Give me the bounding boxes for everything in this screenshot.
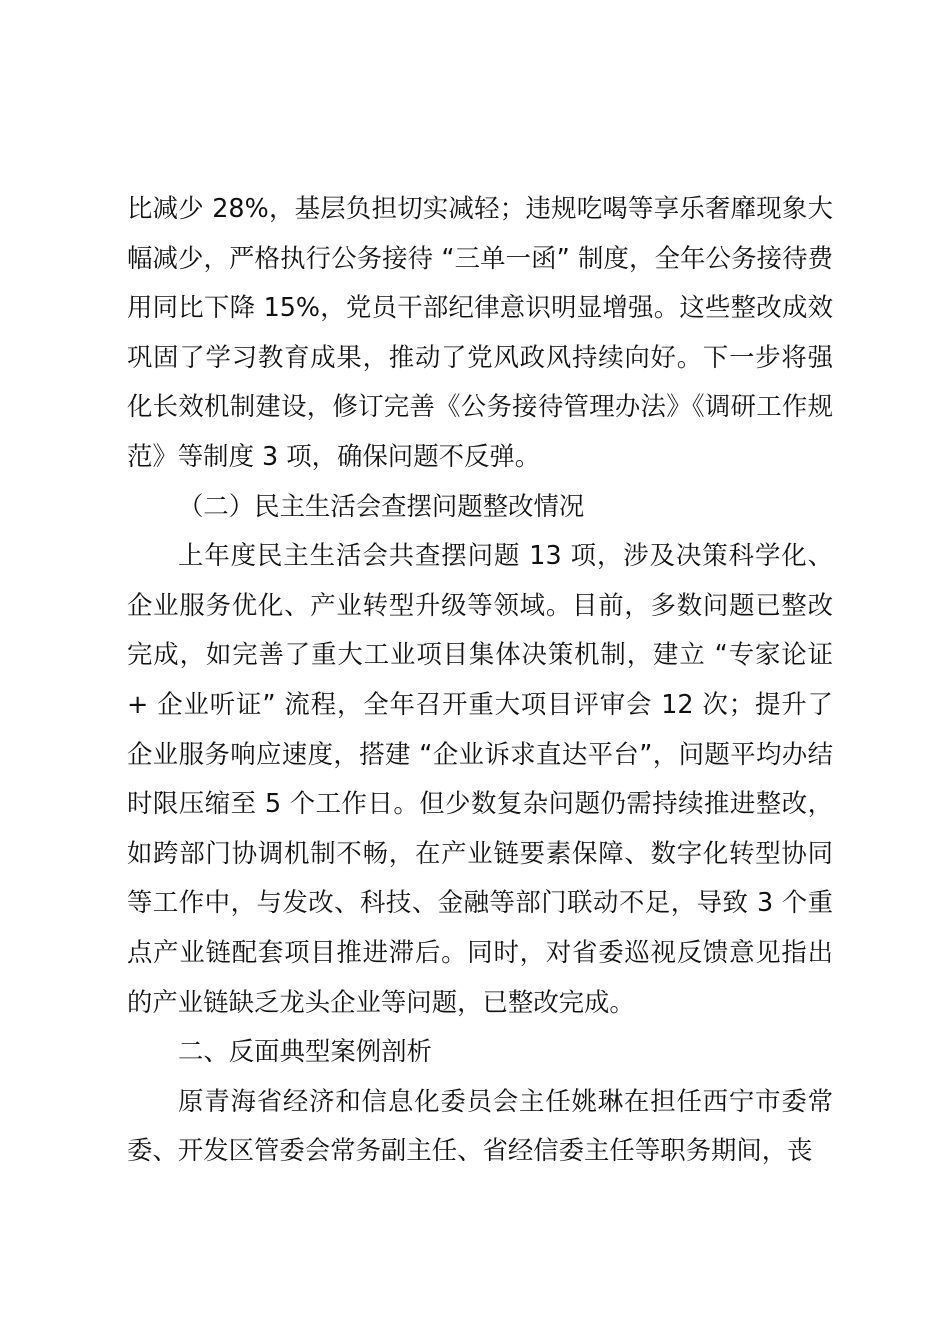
paragraph-rectification-results: 比减少 28%，基层负担切实减轻；违规吃喝等享乐奢靡现象大幅减少，严格执行公务接待 “三单一函” 制度，全年公务接待费用同比下降 15%，党员干部纪律意识明显增强。这些整改成效巩固了学习教育成果，推动了党风政风持续向好。下一步将强化长效机制建设，修订完善《公务接待管理办法》《调研工作规范》等制度 3 项，确保问题不反弹。 [127,193,833,471]
section-heading-negative-case-analysis: 二、反面典型案例剖析 [178,1036,432,1067]
paragraph-case-description: 原青海省经济和信息化委员会主任姚琳在担任西宁市委常委、开发区管委会常务副主任、省经信委主任等职务期间，丧 [127,1085,833,1166]
section-heading-democratic-life-meeting: （二）民主生活会查摆问题整改情况 [178,490,585,521]
document-page [127,184,833,1176]
paragraph-democratic-life-meeting: 上年度民主生活会共查摆问题 13 项，涉及决策科学化、企业服务优化、产业转型升级等领域。目前，多数问题已整改完成，如完善了重大工业项目集体决策机制，建立 “专家论证 + 企业听证” 流程，全年召开重大项目评审会 12 次；提升了企业服务响应速度，搭建 “企业诉求直达平台”，问题平均办结时限压缩至 5 个工作日。但少数复杂问题仍需持续推进整改，如跨部门协调机制不畅，在产业链要素保障、数字化转型协同等工作中，与发改、科技、金融等部门联动不足，导致 3 个重点产业链配套项目推进滞后。同时，对省委巡视反馈意见指出的产业链缺乏龙头企业等问题，已整改完成。 [127,540,833,1017]
